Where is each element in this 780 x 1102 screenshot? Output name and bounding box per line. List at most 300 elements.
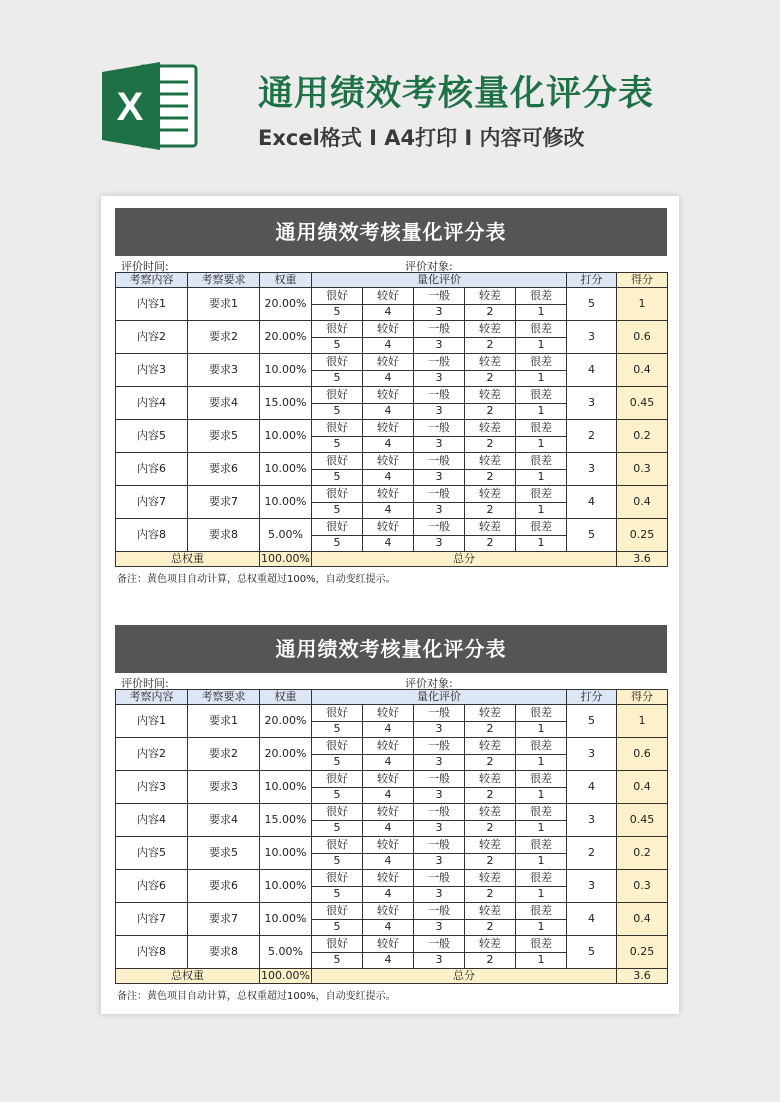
row-score: 4	[567, 354, 617, 387]
eval-time-label: 评价时间:	[121, 677, 169, 690]
row-content: 内容2	[116, 321, 188, 354]
row-result: 0.25	[617, 519, 668, 552]
rating-point: 3	[414, 370, 465, 387]
rating-label: 较差	[465, 705, 516, 722]
row-requirement: 要求1	[188, 705, 260, 738]
rating-point: 3	[414, 469, 465, 486]
row-result: 0.3	[617, 453, 668, 486]
total-weight-label: 总权重	[116, 969, 260, 984]
row-result: 0.4	[617, 486, 668, 519]
page-title: 通用绩效考核量化评分表	[258, 74, 655, 114]
row-score: 5	[567, 705, 617, 738]
rating-label: 很差	[516, 288, 567, 305]
rating-point: 2	[465, 919, 516, 936]
header-requirement: 考察要求	[188, 690, 260, 705]
rating-label: 一般	[414, 903, 465, 920]
total-weight-value: 100.00%	[261, 969, 310, 982]
rating-label: 一般	[414, 321, 465, 338]
rating-point: 4	[363, 502, 414, 519]
row-score: 3	[567, 738, 617, 771]
row-weight: 10.00%	[260, 771, 312, 804]
rating-point: 3	[414, 787, 465, 804]
banner	[0, 0, 780, 190]
rating-label: 很好	[312, 705, 363, 722]
rating-point: 4	[363, 304, 414, 321]
table-row	[116, 705, 668, 722]
rating-point: 1	[516, 952, 567, 969]
score-table	[115, 272, 668, 567]
rating-point: 3	[414, 337, 465, 354]
row-requirement: 要求5	[188, 837, 260, 870]
row-weight: 10.00%	[260, 354, 312, 387]
rating-label: 一般	[414, 519, 465, 536]
row-score: 3	[567, 387, 617, 420]
rating-label: 很差	[516, 705, 567, 722]
row-weight: 20.00%	[260, 738, 312, 771]
rating-label: 较好	[363, 420, 414, 437]
rating-label: 很差	[516, 804, 567, 821]
row-result: 0.4	[617, 354, 668, 387]
table-row	[116, 321, 668, 338]
row-weight: 20.00%	[260, 288, 312, 321]
rating-label: 较好	[363, 387, 414, 404]
rating-label: 一般	[414, 354, 465, 371]
rating-point: 4	[363, 787, 414, 804]
total-score-value: 3.6	[617, 552, 668, 567]
row-weight: 15.00%	[260, 804, 312, 837]
row-score: 3	[567, 870, 617, 903]
rating-point: 1	[516, 721, 567, 738]
rating-point: 4	[363, 370, 414, 387]
rating-label: 较好	[363, 288, 414, 305]
row-requirement: 要求4	[188, 387, 260, 420]
rating-label: 很好	[312, 321, 363, 338]
rating-label: 很好	[312, 738, 363, 755]
header-content: 考察内容	[116, 690, 188, 705]
rating-point: 5	[312, 754, 363, 771]
rating-label: 很好	[312, 486, 363, 503]
rating-label: 很好	[312, 420, 363, 437]
total-score-label: 总分	[312, 969, 617, 984]
row-requirement: 要求6	[188, 870, 260, 903]
row-result: 0.4	[617, 771, 668, 804]
row-requirement: 要求1	[188, 288, 260, 321]
rating-point: 5	[312, 370, 363, 387]
table-row	[116, 453, 668, 470]
rating-point: 1	[516, 436, 567, 453]
rating-label: 较好	[363, 453, 414, 470]
sheet-note: 备注：黄色项目自动计算，总权重超过100%，自动变红提示。	[117, 574, 396, 585]
rating-point: 1	[516, 337, 567, 354]
rating-point: 3	[414, 886, 465, 903]
row-content: 内容8	[116, 519, 188, 552]
rating-point: 1	[516, 787, 567, 804]
header-result: 得分	[617, 273, 668, 288]
rating-label: 较差	[465, 354, 516, 371]
rating-label: 很好	[312, 936, 363, 953]
rating-point: 4	[363, 535, 414, 552]
row-weight: 10.00%	[260, 420, 312, 453]
rating-label: 较差	[465, 771, 516, 788]
sheet-meta	[115, 673, 667, 689]
sheet-title: 通用绩效考核量化评分表	[115, 625, 667, 673]
row-requirement: 要求8	[188, 936, 260, 969]
row-requirement: 要求3	[188, 771, 260, 804]
rating-point: 3	[414, 952, 465, 969]
rating-label: 一般	[414, 936, 465, 953]
rating-label: 很差	[516, 387, 567, 404]
rating-label: 较差	[465, 321, 516, 338]
rating-point: 2	[465, 436, 516, 453]
rating-point: 2	[465, 787, 516, 804]
rating-label: 较好	[363, 837, 414, 854]
rating-label: 一般	[414, 837, 465, 854]
rating-point: 2	[465, 469, 516, 486]
rating-label: 一般	[414, 420, 465, 437]
row-weight: 5.00%	[260, 519, 312, 552]
rating-point: 5	[312, 502, 363, 519]
rating-label: 较差	[465, 453, 516, 470]
row-content: 内容5	[116, 420, 188, 453]
rating-label: 较差	[465, 420, 516, 437]
row-score: 3	[567, 804, 617, 837]
sheet-note: 备注：黄色项目自动计算，总权重超过100%，自动变红提示。	[117, 991, 396, 1002]
rating-label: 较好	[363, 705, 414, 722]
row-content: 内容6	[116, 870, 188, 903]
table-row	[116, 870, 668, 887]
table-row	[116, 387, 668, 404]
rating-label: 一般	[414, 705, 465, 722]
total-weight-label: 总权重	[116, 552, 260, 567]
rating-point: 2	[465, 403, 516, 420]
rating-label: 很好	[312, 771, 363, 788]
rating-point: 2	[465, 370, 516, 387]
rating-label: 较差	[465, 804, 516, 821]
row-content: 内容1	[116, 288, 188, 321]
eval-target-label: 评价对象:	[405, 677, 453, 690]
rating-label: 较差	[465, 870, 516, 887]
rating-label: 一般	[414, 486, 465, 503]
rating-label: 较好	[363, 738, 414, 755]
rating-point: 5	[312, 535, 363, 552]
total-score-label: 总分	[312, 552, 617, 567]
rating-point: 2	[465, 952, 516, 969]
row-content: 内容3	[116, 771, 188, 804]
row-requirement: 要求3	[188, 354, 260, 387]
table-row	[116, 486, 668, 503]
rating-label: 很好	[312, 903, 363, 920]
total-weight-value: 100.00%	[261, 552, 310, 565]
row-score: 4	[567, 771, 617, 804]
rating-point: 3	[414, 820, 465, 837]
row-content: 内容8	[116, 936, 188, 969]
rating-point: 3	[414, 853, 465, 870]
rating-label: 较好	[363, 354, 414, 371]
table-row	[116, 936, 668, 953]
rating-point: 5	[312, 952, 363, 969]
rating-point: 5	[312, 436, 363, 453]
rating-point: 5	[312, 721, 363, 738]
row-content: 内容4	[116, 804, 188, 837]
page-subtitle: Excel格式 Ⅰ A4打印 Ⅰ 内容可修改	[258, 126, 585, 150]
table-row	[116, 519, 668, 536]
score-sheet-1	[115, 208, 667, 585]
table-row	[116, 771, 668, 788]
rating-label: 很好	[312, 804, 363, 821]
table-row	[116, 804, 668, 821]
rating-point: 2	[465, 853, 516, 870]
rating-point: 4	[363, 403, 414, 420]
row-result: 0.4	[617, 903, 668, 936]
row-weight: 5.00%	[260, 936, 312, 969]
rating-label: 较好	[363, 519, 414, 536]
row-content: 内容3	[116, 354, 188, 387]
rating-point: 2	[465, 721, 516, 738]
sheet-meta	[115, 256, 667, 272]
row-score: 3	[567, 321, 617, 354]
rating-label: 很好	[312, 354, 363, 371]
row-weight: 10.00%	[260, 837, 312, 870]
row-requirement: 要求7	[188, 903, 260, 936]
svg-text:X: X	[116, 85, 144, 129]
rating-label: 一般	[414, 738, 465, 755]
eval-time-label: 评价时间:	[121, 260, 169, 273]
rating-label: 较好	[363, 903, 414, 920]
row-requirement: 要求8	[188, 519, 260, 552]
score-sheet-2	[115, 625, 667, 1002]
rating-point: 4	[363, 820, 414, 837]
header-requirement: 考察要求	[188, 273, 260, 288]
rating-label: 一般	[414, 870, 465, 887]
rating-label: 较好	[363, 321, 414, 338]
row-result: 0.6	[617, 321, 668, 354]
rating-point: 3	[414, 403, 465, 420]
rating-point: 5	[312, 469, 363, 486]
rating-point: 1	[516, 370, 567, 387]
header-weight: 权重	[260, 273, 312, 288]
table-header-row	[116, 690, 668, 705]
row-weight: 10.00%	[260, 486, 312, 519]
table-header-row	[116, 273, 668, 288]
header-result: 得分	[617, 690, 668, 705]
rating-point: 1	[516, 886, 567, 903]
rating-point: 3	[414, 436, 465, 453]
rating-label: 较差	[465, 738, 516, 755]
table-row	[116, 738, 668, 755]
total-row	[116, 969, 668, 984]
rating-point: 4	[363, 952, 414, 969]
rating-point: 1	[516, 853, 567, 870]
row-result: 0.2	[617, 837, 668, 870]
rating-point: 5	[312, 853, 363, 870]
row-content: 内容7	[116, 903, 188, 936]
rating-point: 4	[363, 853, 414, 870]
row-score: 5	[567, 288, 617, 321]
rating-label: 较差	[465, 903, 516, 920]
rating-label: 较好	[363, 486, 414, 503]
row-score: 4	[567, 486, 617, 519]
row-content: 内容6	[116, 453, 188, 486]
rating-point: 2	[465, 502, 516, 519]
row-result: 1	[617, 705, 668, 738]
row-requirement: 要求5	[188, 420, 260, 453]
rating-point: 1	[516, 754, 567, 771]
row-result: 0.2	[617, 420, 668, 453]
row-weight: 10.00%	[260, 903, 312, 936]
rating-label: 很差	[516, 519, 567, 536]
document-page	[101, 196, 679, 1014]
rating-label: 较差	[465, 837, 516, 854]
row-result: 0.45	[617, 804, 668, 837]
rating-label: 很好	[312, 288, 363, 305]
row-content: 内容5	[116, 837, 188, 870]
rating-label: 较差	[465, 936, 516, 953]
row-requirement: 要求4	[188, 804, 260, 837]
header-weight: 权重	[260, 690, 312, 705]
rating-point: 1	[516, 403, 567, 420]
rating-point: 2	[465, 820, 516, 837]
rating-point: 4	[363, 337, 414, 354]
rating-point: 3	[414, 754, 465, 771]
row-score: 3	[567, 453, 617, 486]
row-score: 2	[567, 420, 617, 453]
table-row	[116, 420, 668, 437]
rating-label: 一般	[414, 288, 465, 305]
rating-label: 一般	[414, 453, 465, 470]
rating-label: 较好	[363, 936, 414, 953]
rating-point: 2	[465, 304, 516, 321]
row-requirement: 要求6	[188, 453, 260, 486]
sheet-title: 通用绩效考核量化评分表	[115, 208, 667, 256]
table-row	[116, 288, 668, 305]
rating-label: 很差	[516, 936, 567, 953]
row-content: 内容4	[116, 387, 188, 420]
rating-label: 很差	[516, 738, 567, 755]
row-weight: 15.00%	[260, 387, 312, 420]
rating-label: 很差	[516, 870, 567, 887]
rating-point: 1	[516, 502, 567, 519]
row-score: 4	[567, 903, 617, 936]
rating-label: 很差	[516, 486, 567, 503]
row-score: 5	[567, 519, 617, 552]
rating-label: 较差	[465, 387, 516, 404]
row-weight: 10.00%	[260, 453, 312, 486]
rating-point: 4	[363, 919, 414, 936]
rating-label: 很差	[516, 771, 567, 788]
header-content: 考察内容	[116, 273, 188, 288]
rating-point: 2	[465, 535, 516, 552]
rating-label: 较差	[465, 288, 516, 305]
header-rating: 量化评价	[312, 273, 567, 288]
rating-point: 4	[363, 721, 414, 738]
rating-label: 很差	[516, 354, 567, 371]
eval-target-label: 评价对象:	[405, 260, 453, 273]
rating-point: 2	[465, 337, 516, 354]
rating-point: 5	[312, 787, 363, 804]
rating-point: 2	[465, 754, 516, 771]
rating-label: 很好	[312, 837, 363, 854]
excel-icon	[100, 60, 200, 152]
rating-point: 3	[414, 721, 465, 738]
rating-label: 很好	[312, 519, 363, 536]
rating-point: 4	[363, 436, 414, 453]
rating-point: 5	[312, 304, 363, 321]
row-weight: 10.00%	[260, 870, 312, 903]
rating-label: 较好	[363, 804, 414, 821]
rating-label: 较好	[363, 870, 414, 887]
row-score: 2	[567, 837, 617, 870]
row-score: 5	[567, 936, 617, 969]
rating-point: 4	[363, 754, 414, 771]
row-result: 0.45	[617, 387, 668, 420]
table-row	[116, 837, 668, 854]
rating-point: 3	[414, 535, 465, 552]
rating-point: 1	[516, 919, 567, 936]
header-score: 打分	[567, 273, 617, 288]
rating-label: 很好	[312, 870, 363, 887]
total-score-value: 3.6	[617, 969, 668, 984]
row-content: 内容2	[116, 738, 188, 771]
rating-label: 较好	[363, 771, 414, 788]
rating-point: 3	[414, 502, 465, 519]
rating-point: 1	[516, 535, 567, 552]
row-requirement: 要求7	[188, 486, 260, 519]
rating-label: 一般	[414, 804, 465, 821]
score-table	[115, 689, 668, 984]
row-content: 内容7	[116, 486, 188, 519]
rating-point: 3	[414, 304, 465, 321]
rating-point: 5	[312, 886, 363, 903]
table-row	[116, 903, 668, 920]
rating-label: 很差	[516, 420, 567, 437]
rating-label: 很差	[516, 453, 567, 470]
total-row	[116, 552, 668, 567]
rating-label: 很差	[516, 837, 567, 854]
header-rating: 量化评价	[312, 690, 567, 705]
rating-label: 很好	[312, 453, 363, 470]
rating-point: 2	[465, 886, 516, 903]
rating-label: 很差	[516, 903, 567, 920]
rating-point: 4	[363, 469, 414, 486]
rating-point: 5	[312, 919, 363, 936]
rating-point: 3	[414, 919, 465, 936]
row-weight: 20.00%	[260, 705, 312, 738]
rating-point: 5	[312, 337, 363, 354]
rating-label: 较差	[465, 486, 516, 503]
row-result: 0.6	[617, 738, 668, 771]
rating-label: 一般	[414, 771, 465, 788]
rating-point: 1	[516, 469, 567, 486]
row-result: 0.25	[617, 936, 668, 969]
table-row	[116, 354, 668, 371]
rating-point: 4	[363, 886, 414, 903]
row-requirement: 要求2	[188, 321, 260, 354]
rating-label: 较差	[465, 519, 516, 536]
rating-label: 一般	[414, 387, 465, 404]
row-requirement: 要求2	[188, 738, 260, 771]
rating-point: 1	[516, 820, 567, 837]
rating-label: 很差	[516, 321, 567, 338]
header-score: 打分	[567, 690, 617, 705]
rating-point: 5	[312, 820, 363, 837]
row-content: 内容1	[116, 705, 188, 738]
row-result: 0.3	[617, 870, 668, 903]
rating-point: 5	[312, 403, 363, 420]
row-result: 1	[617, 288, 668, 321]
row-weight: 20.00%	[260, 321, 312, 354]
rating-label: 很好	[312, 387, 363, 404]
rating-point: 1	[516, 304, 567, 321]
